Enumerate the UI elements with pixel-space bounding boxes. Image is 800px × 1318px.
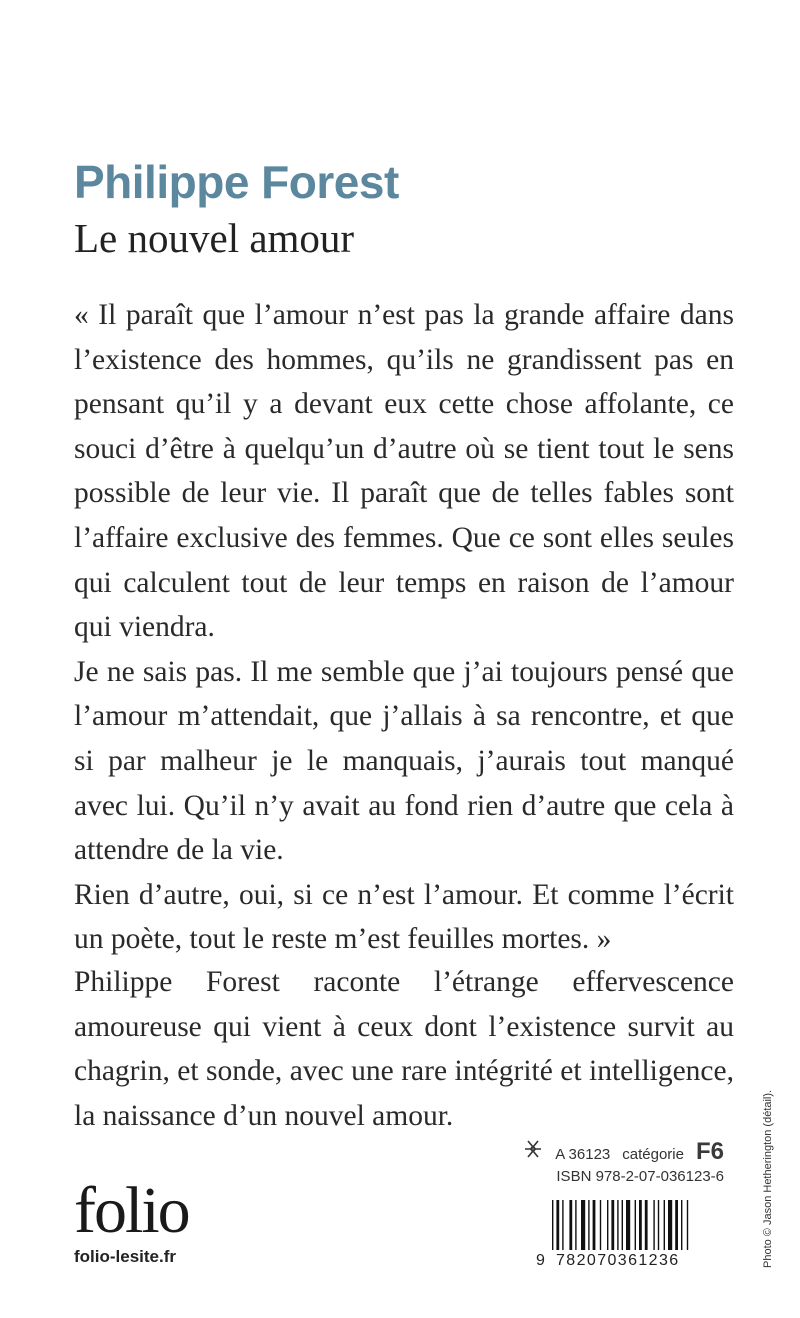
- barcode-bar: [581, 1200, 585, 1250]
- quote-paragraph-1: « Il paraît que l’amour n’est pas la grande affaire dans l’existence des hommes, qu’ils ne grandissent pas en pensant qu’il y a devant eux cette chose affolante, ce souci d’être à quelqu’un d’autre où se tient tout le sens possible de leur vie. Il paraît que de telles fables sont l’affaire exclusive des femmes. Que ce sont elles seules qui calculent tout de leur temps en raison de l’amour qui viendra.: [74, 299, 734, 644]
- catalog-line: [523, 1138, 724, 1166]
- barcode-bar: [562, 1200, 563, 1250]
- barcode-bar: [658, 1200, 659, 1250]
- barcode-bar: [607, 1200, 608, 1250]
- author-name: Philippe Forest: [74, 156, 399, 208]
- barcode-bar: [588, 1200, 589, 1250]
- catalog-code: A 36123: [555, 1146, 611, 1163]
- barcode-first-digit: 9: [536, 1252, 545, 1269]
- barcode-bar: [675, 1200, 678, 1250]
- folio-mark-icon: [523, 1140, 543, 1163]
- barcode-bar: [611, 1200, 614, 1250]
- barcode-bar: [639, 1200, 642, 1250]
- barcode: [536, 1200, 724, 1274]
- back-cover-quote: [74, 293, 734, 962]
- category-code: F6: [695, 1138, 724, 1165]
- quote-paragraph-2: Je ne sais pas. Il me semble que j’ai toujours pensé que l’amour m’attendait, que j’allais à sa rencontre, et que si par malheur je le manquais, j’aurais tout manqué avec lui. Qu’il n’y avait au fond rien d’autre que cela à attendre de la vie.: [74, 655, 734, 867]
- isbn-number: ISBN 978-2-07-036123-6: [556, 1168, 724, 1185]
- barcode-bars: [536, 1200, 724, 1254]
- summary-text: Philippe Forest raconte l’étrange effervescence amoureuse qui vient à ceux dont l’existence survit au chagrin, et sonde, avec une rare intégrité et intelligence, la naissance d’un nouvel amour.: [74, 966, 734, 1132]
- barcode-bar: [626, 1200, 630, 1250]
- book-title: Le nouvel amour: [74, 215, 355, 261]
- barcode-bar: [622, 1200, 623, 1250]
- category-label: catégorie: [622, 1146, 684, 1163]
- barcode-digits: 782070361236: [556, 1252, 680, 1269]
- barcode-bar: [681, 1200, 682, 1250]
- barcode-bar: [668, 1200, 672, 1250]
- barcode-bar: [569, 1200, 572, 1250]
- barcode-bar: [556, 1200, 559, 1250]
- book-summary: [74, 960, 734, 1138]
- barcode-bar: [664, 1200, 665, 1250]
- barcode-bar: [617, 1200, 618, 1250]
- barcode-bar: [687, 1200, 688, 1250]
- quote-paragraph-3: Rien d’autre, oui, si ce n’est l’amour. Et comme l’écrit un poète, tout le reste m’est feuilles mortes. »: [74, 878, 734, 956]
- barcode-bar: [600, 1200, 601, 1250]
- barcode-bar: [635, 1200, 636, 1250]
- barcode-bar: [653, 1200, 654, 1250]
- photo-credit: Photo © Jason Hetherington (détail).: [762, 1089, 774, 1268]
- publisher-website: folio-lesite.fr: [74, 1247, 177, 1266]
- barcode-bar: [575, 1200, 576, 1250]
- barcode-bar: [552, 1200, 553, 1250]
- barcode-bar: [593, 1200, 596, 1250]
- publisher-logo: folio: [74, 1174, 189, 1247]
- barcode-bar: [645, 1200, 648, 1250]
